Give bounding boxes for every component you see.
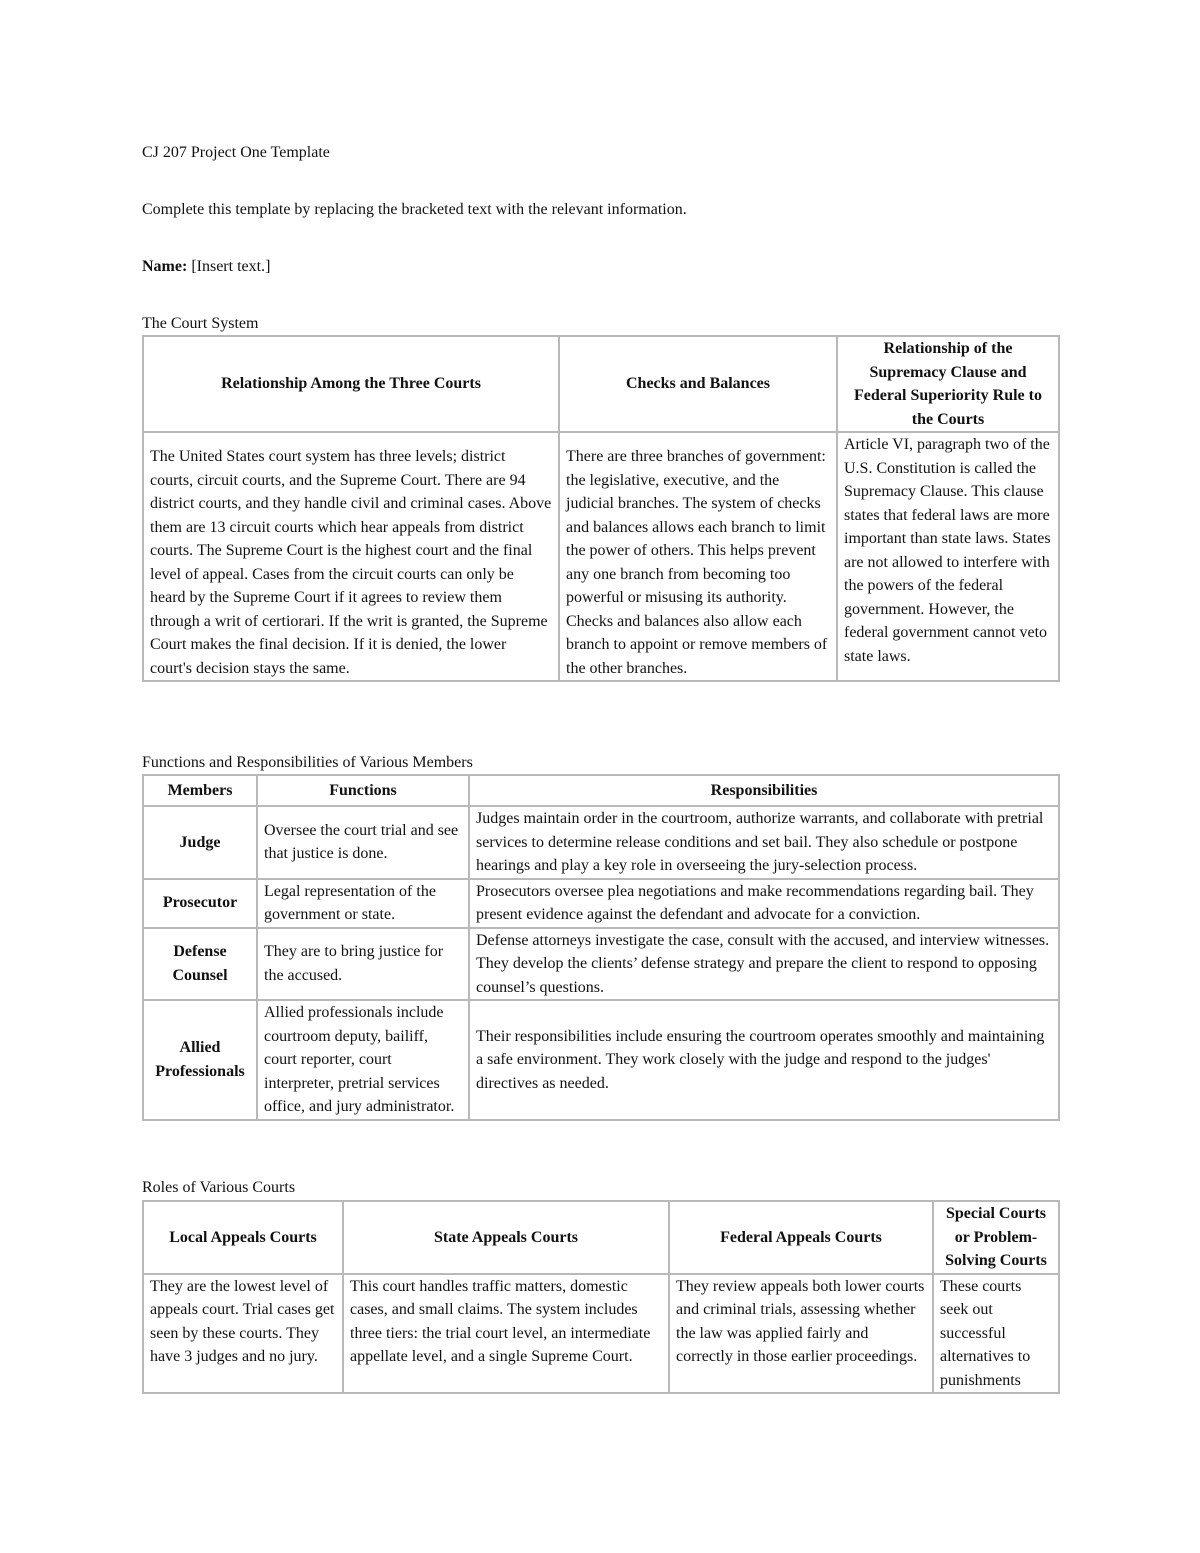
member-name: Prosecutor — [143, 879, 257, 928]
table-cell[interactable]: They are the lowest level of appeals court. Trial cases get seen by these courts. They have 3 judges and no jury. — [143, 1274, 343, 1394]
member-function[interactable]: Allied professionals include courtroom deputy, bailiff, court reporter, court interpreter, pretrial services office, and jury administrator. — [257, 1000, 469, 1120]
table-cell[interactable]: They review appeals both lower courts and criminal trials, assessing whether the law was applied fairly and correctly in those earlier proceedings. — [669, 1274, 933, 1394]
table-cell[interactable]: The United States court system has three levels; district courts, circuit courts, and the Supreme Court. There are 94 district courts, and they handle civil and criminal cases. Above them are 13 circuit courts which hear appeals from district courts. The Supreme Court is the highest court and the final level of appeal. Cases from the circuit courts can only be heard by the Supreme Court if it agrees to review them through a writ of certiorari. If the writ is granted, the Supreme Court makes the final decision. If it is denied, the lower court's decision stays the same. — [143, 432, 559, 681]
table-cell[interactable]: These courts seek out successful alternatives to punishments — [933, 1274, 1059, 1394]
table-cell[interactable]: Article VI, paragraph two of the U.S. Constitution is called the Supremacy Clause. This clause states that federal laws are more important than state laws. States are not allowed to interfere with the powers of the federal government. However, the federal government cannot veto state laws. — [837, 432, 1059, 681]
table-cell[interactable]: There are three branches of government: the legislative, executive, and the judicial branches. The system of checks and balances allows each branch to limit the power of others. This helps prevent any one branch from becoming too powerful or misusing its authority. Checks and balances also allow each branch to appoint or remove members of the other branches. — [559, 432, 837, 681]
member-function[interactable]: Legal representation of the government or state. — [257, 879, 469, 928]
members-table — [142, 774, 1060, 1121]
name-value[interactable]: [Insert text.] — [187, 258, 271, 275]
column-header: Responsibilities — [469, 775, 1059, 806]
member-responsibility[interactable]: Judges maintain order in the courtroom, authorize warrants, and collaborate with pretrial services to determine release conditions and set bail. They also schedule or postpone hearings and play a key role in overseeing the jury-selection process. — [469, 806, 1059, 879]
table-header-row — [143, 775, 1059, 806]
table-row — [143, 928, 1059, 1001]
member-name: Allied Professionals — [143, 1000, 257, 1120]
table-cell[interactable]: This court handles traffic matters, domestic cases, and small claims. The system includes three tiers: the trial court level, an intermediate appellate level, and a single Supreme Court. — [343, 1274, 669, 1394]
courts-table — [142, 1200, 1060, 1394]
member-responsibility[interactable]: Prosecutors oversee plea negotiations and make recommendations regarding bail. They present evidence against the defendant and advocate for a conviction. — [469, 879, 1059, 928]
column-header: Federal Appeals Courts — [669, 1201, 933, 1274]
table-row — [143, 432, 1059, 681]
column-header: Special Courts or Problem-Solving Courts — [933, 1201, 1059, 1274]
name-label: Name: — [142, 258, 188, 275]
table-row — [143, 879, 1059, 928]
column-header: State Appeals Courts — [343, 1201, 669, 1274]
table-header-row — [143, 336, 1059, 432]
table-row — [143, 1000, 1059, 1120]
members-heading: Functions and Responsibilities of Various Members — [142, 754, 473, 771]
member-function[interactable]: Oversee the court trial and see that justice is done. — [257, 806, 469, 879]
member-name: Judge — [143, 806, 257, 879]
table-row — [143, 806, 1059, 879]
column-header: Functions — [257, 775, 469, 806]
name-line — [142, 256, 270, 278]
member-responsibility[interactable]: Defense attorneys investigate the case, consult with the accused, and interview witnesses. They develop the clients’ defense strategy and prepare the client to respond to opposing counsel’s questions. — [469, 928, 1059, 1001]
document-title: CJ 207 Project One Template — [142, 144, 330, 161]
column-header: Local Appeals Courts — [143, 1201, 343, 1274]
member-name: Defense Counsel — [143, 928, 257, 1001]
column-header: Relationship of the Supremacy Clause and Federal Superiority Rule to the Courts — [837, 336, 1059, 432]
column-header: Checks and Balances — [559, 336, 837, 432]
member-responsibility[interactable]: Their responsibilities include ensuring the courtroom operates smoothly and maintaining a safe environment. They work closely with the judge and respond to the judges' directives as needed. — [469, 1000, 1059, 1120]
table-header-row — [143, 1201, 1059, 1274]
column-header: Relationship Among the Three Courts — [143, 336, 559, 432]
member-function[interactable]: They are to bring justice for the accused. — [257, 928, 469, 1001]
court-system-heading: The Court System — [142, 315, 259, 332]
instructions-text: Complete this template by replacing the bracketed text with the relevant information. — [142, 201, 687, 218]
column-header: Members — [143, 775, 257, 806]
courts-heading: Roles of Various Courts — [142, 1179, 296, 1196]
court-system-table — [142, 335, 1060, 682]
table-row — [143, 1274, 1059, 1394]
